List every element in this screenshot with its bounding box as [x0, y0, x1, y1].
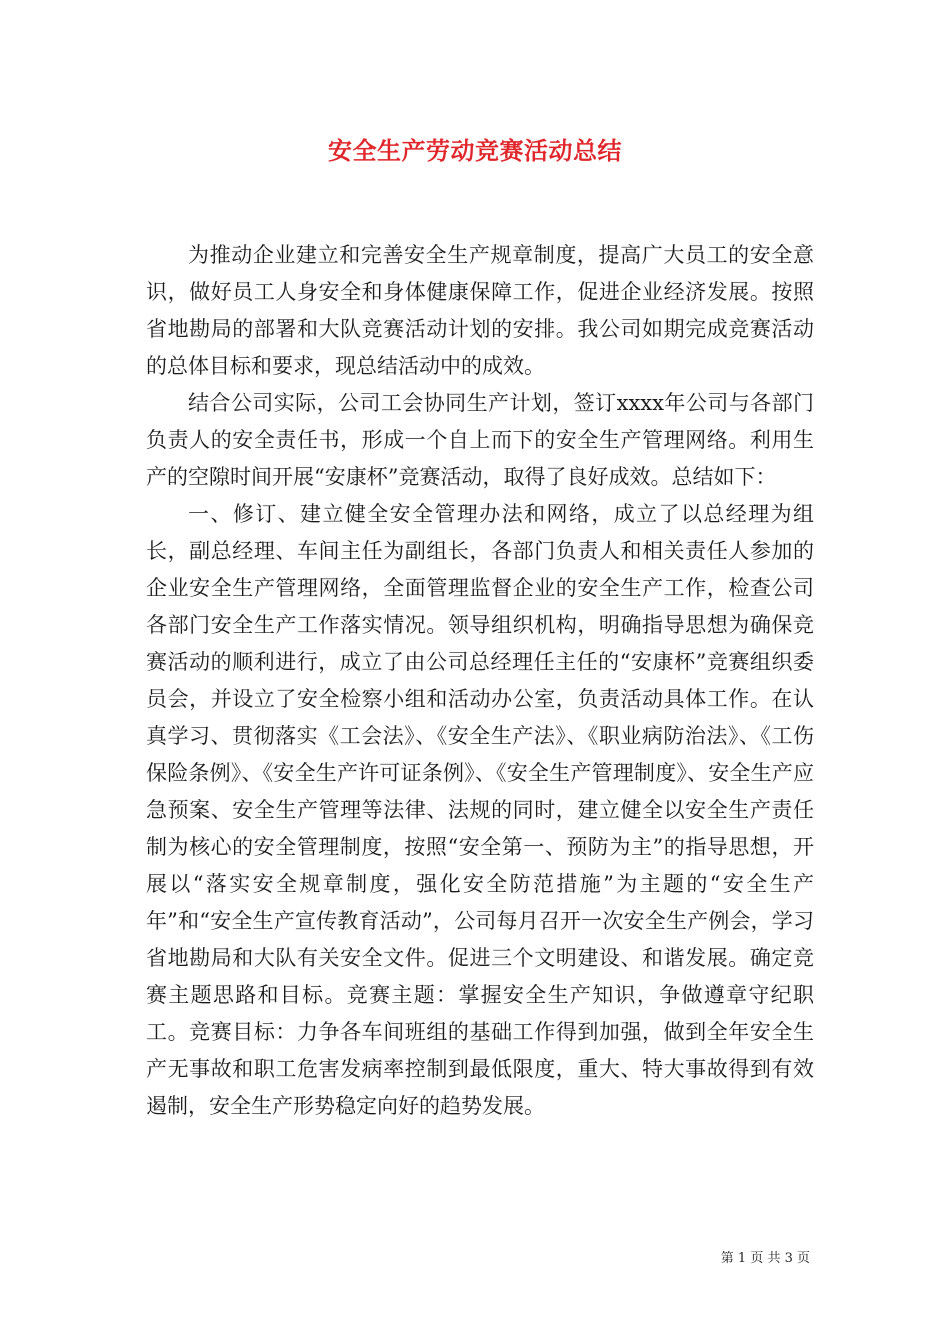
paragraph-1: 为推动企业建立和完善安全生产规章制度，提高广大员工的安全意识，做好员工人身安全和身体健康保障工作，促进企业经济发展。按照省地勘局的部署和大队竞赛活动计划的安排。我公司如期完成竞赛活动的总体目标和要求，现总结活动中的成效。 — [146, 243, 814, 378]
document-body — [146, 237, 814, 1125]
page-number-footer: 第 1 页 共 3 页 — [720, 1251, 810, 1266]
paragraph-2: 结合公司实际，公司工会协同生产计划，签订xxxx年公司与各部门负责人的安全责任书，形成一个自上而下的安全生产管理网络。利用生产的空隙时间开展“安康杯”竞赛活动，取得了良好成效。总结如下： — [146, 391, 814, 489]
document-title: 安全生产劳动竞赛活动总结 — [328, 136, 622, 165]
paragraph-3: 一、修订、建立健全安全管理办法和网络，成立了以总经理为组长，副总经理、车间主任为副组长，各部门负责人和相关责任人参加的企业安全生产管理网络，全面管理监督企业的安全生产工作，检查公司各部门安全生产工作落实情况。领导组织机构，明确指导思想为确保竞赛活动的顺利进行，成立了由公司总经理任主任的“安康杯”竞赛组织委员会，并设立了安全检察小组和活动办公室，负责活动具体工作。在认真学习、贯彻落实《工会法》、《安全生产法》、《职业病防治法》、《工伤保险条例》、《安全生产许可证条例》、《安全生产管理制度》、安全生产应急预案、安全生产管理等法律、法规的同时，建立健全以安全生产责任制为核心的安全管理制度，按照“安全第一、预防为主”的指导思想，开展以“落实安全规章制度，强化安全防范措施”为主题的“安全生产年”和“安全生产宣传教育活动”，公司每月召开一次安全生产例会，学习省地勘局和大队有关安全文件。促进三个文明建设、和谐发展。确定竞赛主题思路和目标。竞赛主题：掌握安全生产知识，争做遵章守纪职工。竞赛目标：力争各车间班组的基础工作得到加强，做到全年安全生产无事故和职工危害发病率控制到最低限度，重大、特大事故得到有效遏制，安全生产形势稳定向好的趋势发展。 — [146, 502, 814, 1118]
